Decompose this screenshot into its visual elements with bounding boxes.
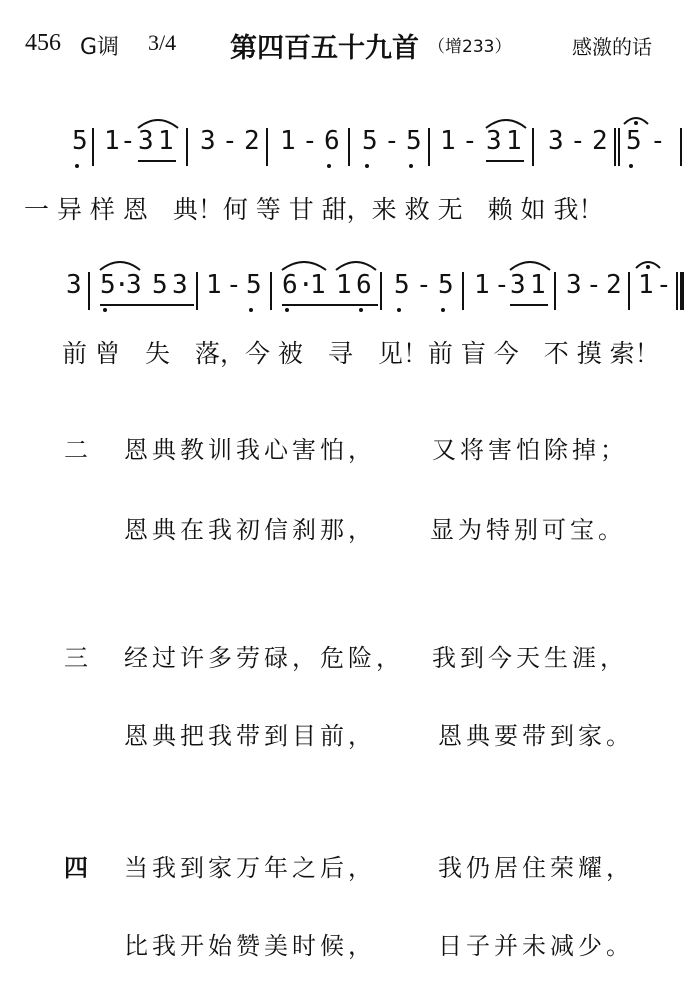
note: - [416, 270, 432, 300]
notation-line-2 [0, 270, 700, 330]
low-octave-dot [327, 164, 331, 168]
note: 2 [606, 270, 622, 300]
low-octave-dot [409, 164, 413, 168]
verse-line: 我到今天生涯， [432, 644, 628, 672]
note: 6 [356, 270, 372, 300]
low-octave-dot [629, 164, 633, 168]
slur-mark [136, 116, 180, 130]
note: 5 [246, 270, 262, 300]
bar-line [554, 272, 556, 310]
fermata-mark [622, 112, 650, 128]
verse-line: 我仍居住荣耀， [438, 854, 634, 882]
note: - [650, 126, 666, 156]
verse-line: 恩典教训我心害怕， [124, 436, 376, 464]
verse-line: 显为特别可宝。 [430, 516, 626, 544]
lyric-line-1: 一 异 样 恩 典！何 等 甘 甜，来 救 无 赖 如 我！ [24, 195, 604, 224]
low-octave-dot [249, 308, 253, 312]
bar-line [348, 128, 350, 166]
bar-line [628, 272, 630, 310]
verse-number: 二 [64, 436, 88, 464]
hymn-number: 456 [25, 30, 61, 56]
hymn-title: 第四百五十九首 [230, 33, 419, 64]
note: 3 [510, 270, 526, 300]
verse-line: 日子并未减少。 [438, 932, 634, 960]
note: · [114, 270, 130, 300]
note: - [384, 126, 400, 156]
bar-line [618, 128, 620, 166]
verse-line: 恩典要带到家。 [438, 722, 634, 750]
note: - [120, 126, 136, 156]
low-octave-dot [285, 308, 289, 312]
note: 5 [72, 126, 88, 156]
note: - [570, 126, 586, 156]
key-signature: G调 [80, 35, 120, 60]
note: 5 [626, 126, 642, 156]
underline-mark [100, 304, 194, 306]
low-octave-dot [397, 308, 401, 312]
note: 3 [66, 270, 82, 300]
hymn-category: 感激的话 [572, 35, 652, 59]
bar-line [380, 272, 382, 310]
verse-number: 四 [64, 854, 88, 882]
note: - [494, 270, 510, 300]
note: 3 [138, 126, 154, 156]
note: 6 [324, 126, 340, 156]
slur-mark [508, 258, 552, 272]
verse-line: 比我开始赞美时候， [124, 932, 376, 960]
verse-line: 经过许多劳碌，危险， [124, 644, 404, 672]
low-octave-dot [441, 308, 445, 312]
note: 5 [362, 126, 378, 156]
low-octave-dot [103, 308, 107, 312]
note: 1 [104, 126, 120, 156]
note: 5 [406, 126, 422, 156]
fermata-mark [634, 256, 662, 272]
verse-line: 当我到家万年之后， [124, 854, 376, 882]
bar-line [88, 272, 90, 310]
note: - [226, 270, 242, 300]
note: 2 [244, 126, 260, 156]
note: 1 [530, 270, 546, 300]
note: · [298, 270, 314, 300]
low-octave-dot [365, 164, 369, 168]
note: 3 [172, 270, 188, 300]
note: 5 [152, 270, 168, 300]
note: 6 [282, 270, 298, 300]
bar-line [614, 128, 616, 166]
note: 1 [506, 126, 522, 156]
notation-line-1 [0, 126, 700, 186]
bar-line [676, 272, 678, 310]
bar-line [428, 128, 430, 166]
bar-line [196, 272, 198, 310]
note: 1 [158, 126, 174, 156]
slur-mark [98, 258, 142, 272]
bar-line [266, 128, 268, 166]
hymn-header [0, 26, 700, 66]
lyric-line-2: 前 曾 失 落，今 被 寻 见！前 盲 今 不 摸 索！ [62, 339, 660, 368]
bar-line [186, 128, 188, 166]
note: - [656, 270, 672, 300]
note: 1 [638, 270, 654, 300]
note: 3 [200, 126, 216, 156]
note: - [462, 126, 478, 156]
slur-mark [334, 258, 378, 272]
low-octave-dot [359, 308, 363, 312]
note: 3 [566, 270, 582, 300]
note: 1 [336, 270, 352, 300]
note: 1 [474, 270, 490, 300]
underline-mark [510, 304, 548, 306]
bar-line [92, 128, 94, 166]
slur-mark [280, 258, 328, 272]
note: 1 [310, 270, 326, 300]
verse-line: 又将害怕除掉； [432, 436, 628, 464]
note: 5 [394, 270, 410, 300]
bar-line [270, 272, 272, 310]
verse-line: 恩典把我带到目前， [124, 722, 376, 750]
underline-mark [282, 304, 378, 306]
note: 3 [126, 270, 142, 300]
verse-line: 恩典在我初信刹那， [124, 516, 376, 544]
hymn-subtitle: （增233） [428, 37, 512, 57]
low-octave-dot [75, 164, 79, 168]
note: 5 [100, 270, 116, 300]
note: 1 [206, 270, 222, 300]
bar-line [680, 128, 682, 166]
underline-mark [486, 160, 524, 162]
note: 3 [548, 126, 564, 156]
final-bar-line [680, 272, 684, 310]
note: 3 [486, 126, 502, 156]
note: 2 [592, 126, 608, 156]
note: 5 [438, 270, 454, 300]
bar-line [462, 272, 464, 310]
note: 1 [280, 126, 296, 156]
note: - [222, 126, 238, 156]
verse-number: 三 [64, 644, 88, 672]
bar-line [532, 128, 534, 166]
note: - [586, 270, 602, 300]
note: 1 [440, 126, 456, 156]
time-signature: 3/4 [148, 30, 177, 55]
slur-mark [484, 116, 528, 130]
underline-mark [138, 160, 176, 162]
note: - [302, 126, 318, 156]
